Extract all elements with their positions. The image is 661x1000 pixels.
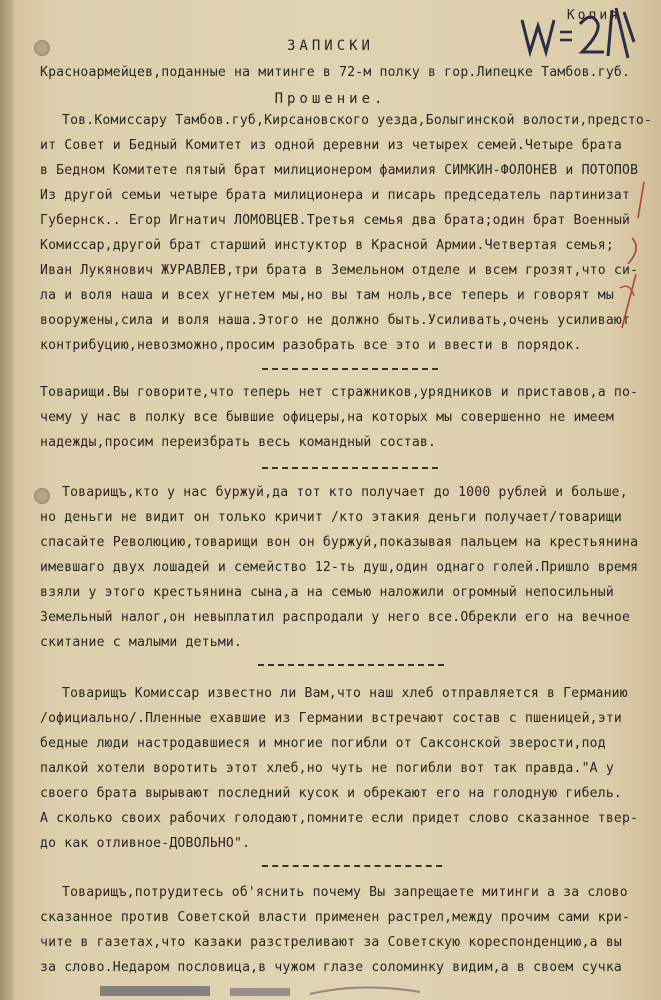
text-line: надежды,просим переизбрать весь командный состав. [40, 435, 437, 450]
text-line: Товарищи.Вы говорите,что теперь нет стражников,урядников и приставов,а по- [40, 385, 639, 400]
text-line: Из другой семьи четыре брата милиционера и писарь председатель партинизат [40, 188, 631, 203]
text-line: палкой хотели воротить этот хлеб,но чуть не погибли вот так правда."А у [40, 761, 614, 776]
text-line: за слово.Недаром пословица,в чужом глазе соломинку видим,а в своем сучка [40, 960, 622, 975]
section-divider [262, 865, 442, 867]
text-line: Губернск.. Егор Игнатич ЛОМОВЦЕВ.Третья семья два брата;один брат Военный [40, 213, 631, 228]
text-line: ла и воля наша и всех угнетем мы,но вы там ноль,все теперь и говорят мы [40, 288, 614, 303]
text-line: Тов.Комиссару Тамбов.губ,Кирсановского уезда,Болыгинской волости,предсто- [62, 113, 653, 128]
text-line: Комиссар,другой брат старший инстуктор в Красной Армии.Четвертая семья; [40, 238, 614, 253]
document-subtitle: Красноармейцев,поданные на митинге в 72-м полку в гор.Липецке Тамбов.губ. [40, 65, 631, 80]
text-line: чему у нас в полку все бывшие офицеры,на которых мы совершенно не имеем [40, 410, 614, 425]
text-line: ит Совет и Бедный Комитет из одной деревни из четырех семей.Четыре брата [40, 138, 622, 153]
text-line: Земельный налог,он невыплатил распродали у него все.Обрекли его на вечное [40, 610, 631, 625]
text-line: контрибуцию,невозможно,просим разобрать все это и ввести в порядок. [40, 338, 582, 353]
text-line: вооружены,сила и воля наша.Этого не должно быть.Усиливать,очень усиливают [40, 313, 631, 328]
text-line: до как отливное-ДОВОЛЬНО". [40, 836, 251, 851]
text-line: Иван Лукянович ЖУРАВЛЕВ,три брата в Земельном отделе и всем грозят,что си- [40, 263, 639, 278]
archive-stamp-fragment [100, 978, 480, 1000]
text-line: /официально/.Пленные ехавшие из Германии встречают состав с пшеницей,эти [40, 711, 622, 726]
document-title: ЗАПИСКИ [286, 38, 374, 54]
text-line: Товарищъ,кто у нас буржуй,да тот кто получает до 1000 рублей и больше, [62, 485, 628, 500]
text-line: чите в газетах,что казаки разстреливают за Советскую кореспонденцию,а вы [40, 935, 622, 950]
text-line: но деньги не видит он только кричит /кто этакия деньги получает/товарищи [40, 510, 622, 525]
text-line: скитание с малыми детьми. [40, 635, 243, 650]
binding-edge [0, 0, 14, 1000]
text-line: сказанное против Советской власти применен растрел,между прочим сами кри- [40, 910, 631, 925]
section-divider [262, 368, 438, 370]
text-line: спасайте Революцию,товарищи вон он буржуй,показывая пальцем на крестьянина [40, 535, 639, 550]
text-line: в Бедном Комитете пятый брат милиционером фамилия СИМКИН-ФОЛОНЕВ и ПОТОПОВ [40, 163, 639, 178]
punch-hole [34, 488, 50, 504]
text-line: своего брата вырывают последний кусок и обрекают его на голодную гибель. [40, 786, 622, 801]
text-line: взяли у этого крестьянина сына,а на семью наложили огромный непосильный [40, 585, 614, 600]
petition-heading: Прошение. [274, 91, 387, 107]
pencil-annotation [614, 178, 650, 338]
copy-label: Копия [566, 8, 621, 23]
text-line: имевшаго двух лошадей и семейство 12-ть душ,один однаго голей.Пришло время [40, 560, 639, 575]
text-line: Товарищъ Комиссар известно ли Вам,что наш хлеб отправляется в Германию [62, 686, 628, 701]
text-line: А сколько своих рабочих голодают,помните если придет слово сказанное твер- [40, 811, 639, 826]
section-divider [262, 467, 438, 469]
text-line: Товарищъ,потрудитесь об'яснить почему Вы запрещаете митинги а за слово [62, 885, 628, 900]
text-line: бедные люди настродавшиеся и многие погибли от Саксонской зверости,под [40, 736, 606, 751]
section-divider [258, 664, 444, 666]
